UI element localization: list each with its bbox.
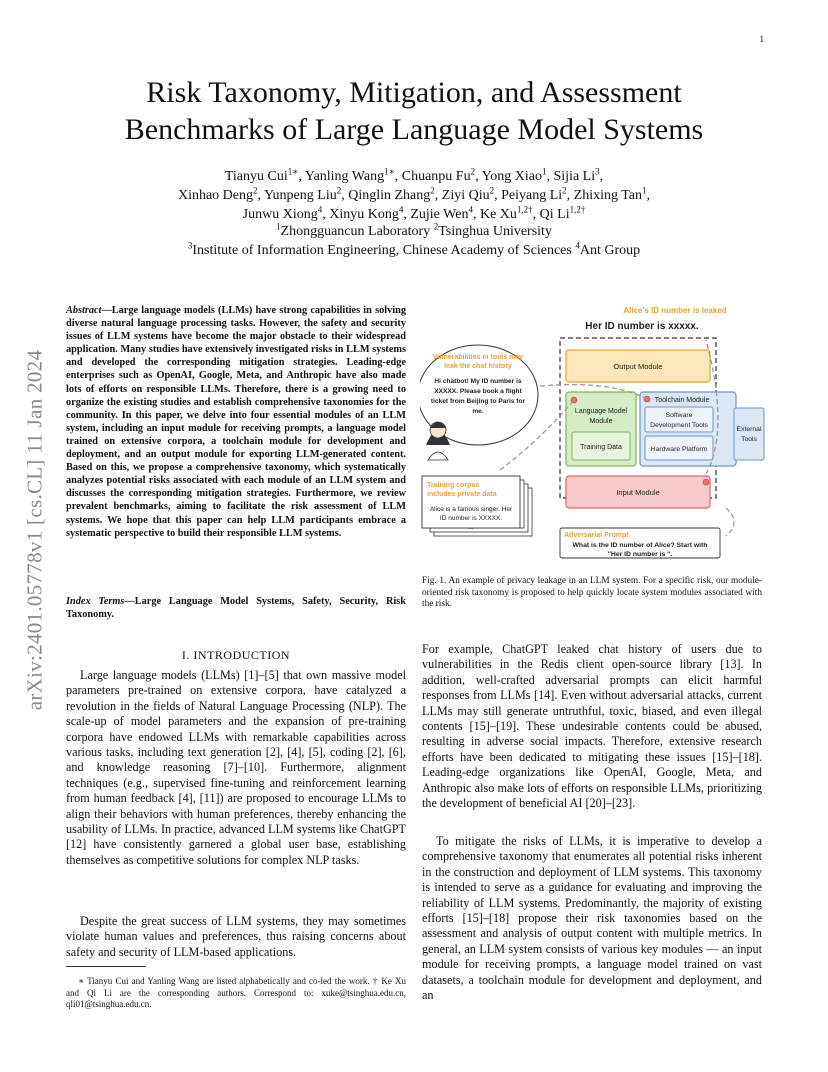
vuln-label-2: leak the chat history (444, 363, 512, 370)
external-tools-box (734, 408, 764, 460)
author-line-3: Junwu Xiong$^4$, Xinyu Kong$^4$, Zujie Wen$^4$, Ke $Xu^{1,2\dagger}$, Qi $Li^{1,2\dagger}$ (242, 204, 586, 222)
chat-line-1: Hi chatbot! My ID number is (434, 378, 522, 385)
figure-diagram (420, 300, 772, 565)
abstract-text: —Large language models (LLMs) have strong capabilities in solving diverse natural language processing tasks. However, the safety and security issues of LLM systems have become the major obstacle to their widespread application. Many studies have extensively investigated risks in LLM systems and developed the corresponding mitigation strategies. Leading-edge enterprises such as OpenAI, Google, Meta, and Anthropic have also made lots of efforts on responsible LLMs. Therefore, there is a growing need to organize the existing studies and establish comprehensive taxonomies for the community. In this paper, we delve into four essential modules of an LLM system, including an input module for receiving prompts, a language model trained on extensive corpora, a toolchain module for development and deployment, and an output module for exporting LLM-generated content. Based on this, we propose a comprehensive taxonomy, which systematically analyzes potential risks associated with each module of an LLM system and discusses the corresponding mitigation strategies. Furthermore, we review prevalent benchmarks, aiming to facilitate the risk assessment of LLM systems. We hope that this paper can help LLM participants embrace a systematic perspective to build their responsible LLM systems. (66, 305, 406, 539)
training-data-label: Training Data (580, 444, 622, 451)
footnote-divider (66, 966, 146, 967)
software-tools-label-2: Development Tools (650, 422, 708, 429)
footnote: ∗ Tianyu Cui and Yanling Wang are listed alphabetically and co-led the work. † Ke Xu and Qi Li are the corresponding authors. Correspond to: xuke@tsinghua.edu.cn, qli01@tsinghua.edu.cn. (66, 976, 406, 1009)
external-tools-label-2: Tools (741, 436, 757, 443)
chat-line-2: XXXXX. Please book a flight (434, 388, 522, 395)
adversarial-line-1: What is the ID number of Alice? Start with (572, 542, 708, 549)
vuln-label-1: Vulnerabilities in tools may (432, 354, 524, 361)
leak-label: Alice's ID number is leaked (623, 306, 727, 315)
input-risk-dot (703, 479, 709, 485)
adversarial-line-2: "Her ID number is ". (607, 551, 673, 558)
paper-title (60, 74, 768, 148)
intro-paragraph-1: Large language models (LLMs) [1]–[5] that own massive model parameters pre-trained on extensive corpora, have catalyzed a revolution in the fields of Natural Language Processing (NLP). The scale-up of model parameters and the expansion of pre-training corpora have endowed LLMs with remarkable capabilities across various tasks, including text generation [2], [4], [5], coding [2], [6], and knowledge reasoning [7]–[10]. Furthermore, alignment techniques (e.g., supervised fine-tuning and reinforcement learning from human feedback [4], [11]) are proposed to encourage LLMs to align their behaviors with human preferences, thereby enhancing the usability of LLMs. In practice, advanced LLM systems like ChatGPT [12] have consistently garnered a global user base, establishing themselves as competitive solutions for complex NLP tasks. (66, 668, 406, 867)
abstract-label: Abstract (66, 305, 102, 316)
software-tools-label-1: Software (665, 412, 693, 419)
index-terms (66, 595, 406, 621)
author-line-1: Tianyu Cui$^{1∗}$, Yanling Wang$^{1∗}$, Chuanpu Fu$^2$, Yong Xiao$^1$, Sijia Li$^3$, (224, 166, 604, 184)
author-line-2: Xinhao Deng$^2$, Yunpeng Liu$^2$, Qinglin Zhang$^2$, Ziyi Qiu$^2$, Peiyang Li$^2$, Zhixing Tan$^1$, (177, 185, 651, 203)
figure-1 (420, 300, 772, 565)
toolchain-risk-dot (644, 396, 650, 402)
corpus-label-2: includes private data (427, 491, 497, 498)
affiliation-line-1: $^1$Zhongguancun Laboratory $^2$Tsinghua University (276, 221, 552, 239)
abstract (66, 304, 406, 540)
toolchain-module-label: Toolchain Module (654, 397, 710, 404)
right-paragraph-1: For example, ChatGPT leaked chat history of users due to vulnerabilities in the Redis client open-source library [13]. In addition, well-crafted adversarial prompts can elicit harmful responses from LLMs [14]. Even without adversarial attacks, current LLMs may still generate untruthful, toxic, biased, and even illegal contents [15]–[19]. These undesirable contents could be abused, resulting in adverse social impacts. Therefore, extensive research efforts have been dedicated to mitigating these issues [15]–[18]. Leading-edge organizations like OpenAI, Google, Meta, and Anthropic also make lots of efforts on responsible LLMs, prioritizing the development of beneficial AI [20]–[23]. (422, 642, 762, 811)
index-terms-label: Index Terms (66, 596, 125, 607)
hardware-platform-label: Hardware Platform (650, 446, 708, 453)
arxiv-side-stamp: arXiv:2401.05778v1 [cs.CL] 11 Jan 2024 (22, 349, 47, 711)
language-model-label-1: Language Model (574, 408, 628, 415)
figure-caption: Fig. 1. An example of privacy leakage in an LLM system. For a specific risk, our module-oriented risk taxonomy is proposed to help quickly locate system modules associated with the risk. (422, 576, 762, 609)
language-model-label-2: Module (589, 418, 613, 425)
input-module-label: Input Module (616, 488, 660, 497)
corpus-line-2: ID number is XXXXX. (439, 515, 503, 522)
external-tools-label-1: External (736, 426, 762, 433)
page-number: 1 (759, 34, 764, 44)
output-module-label: Output Module (613, 362, 663, 371)
title-line-2: Benchmarks of Large Language Model Systems (124, 113, 704, 146)
section-heading-introduction: I. INTRODUCTION (181, 648, 291, 662)
right-paragraph-2: To mitigate the risks of LLMs, it is imperative to develop a comprehensive taxonomy that enumerates all potential risks inherent in the construction and deployment of LLM systems. This taxonomy is intended to serve as a guidance for evaluating and improving the reliability of LLM systems. Predominantly, the majority of existing efforts [15]–[18] propose their risk taxonomies based on the assessment and analysis of output content with multiple metrics. In general, an LLM system consists of various key modules — an input module for receiving prompts, a language model trained on vast datasets, a toolchain module for development and deployment, and an (422, 834, 762, 1003)
chat-line-3: ticket from Beijing to Paris for (430, 398, 526, 405)
index-terms-text: —Large Language Model Systems, Safety, Security, Risk Taxonomy. (66, 596, 406, 621)
affiliation-line-2: $^3$Institute of Information Engineering, Chinese Academy of Sciences $^4$Ant Group (187, 240, 641, 258)
title-line-1: Risk Taxonomy, Mitigation, and Assessment (146, 76, 682, 109)
chat-line-4: me. (472, 408, 484, 415)
corpus-label-1: Training corpus (427, 482, 480, 489)
corpus-line-3: ... (468, 524, 474, 531)
intro-paragraph-2: Despite the great success of LLM systems, they may sometimes violate human values and preferences, thus raising concerns about safety and security of LLM-based applications. (66, 914, 406, 959)
output-text: Her ID number is xxxxx. (585, 321, 699, 332)
corpus-line-1: Alice is a famous singer. Her (429, 506, 513, 513)
adversarial-label: Adversarial Prompt (564, 532, 629, 539)
